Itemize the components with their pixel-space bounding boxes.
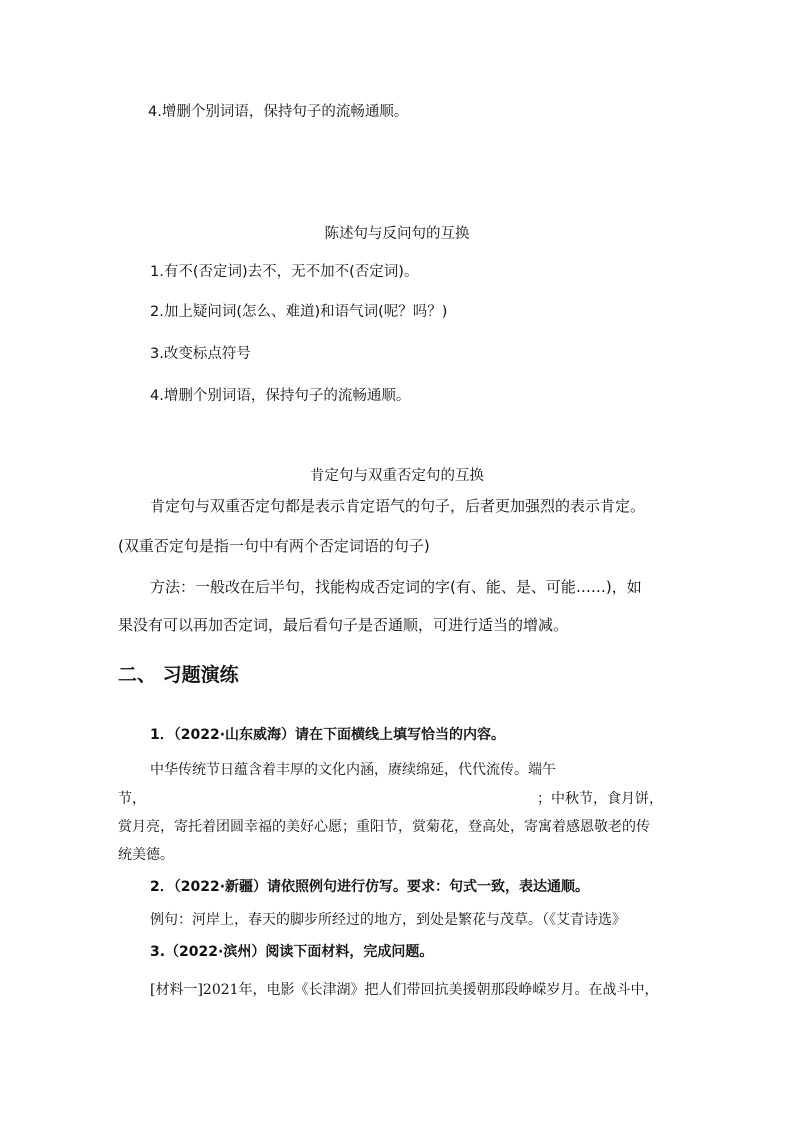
rule-item-1: 1.有不(否定词)去不，无不加不(否定词)。 [150, 264, 419, 280]
question-1-line4: 统美德。 [118, 847, 174, 863]
exercise-heading: 二、 习题演练 [118, 664, 239, 686]
paragraph-definition-line2: (双重否定句是指一句中有两个否定词语的句子) [118, 537, 430, 555]
question-1-line2-start: 节， [118, 791, 146, 807]
section-title-rhetorical: 陈述句与反问句的互换 [324, 226, 470, 242]
question-1-prompt: 1．（2022·山东威海）请在下面横线上填写恰当的内容。 [150, 727, 506, 743]
rule-item-4: 4.增删个别词语，保持句子的流畅通顺。 [150, 388, 411, 404]
question-1-line3: 赏月亮，寄托着团圆幸福的美好心愿；重阳节，赏菊花，登高处，寄寓着感恩敬老的传 [118, 819, 650, 835]
tip-item-4: 4.增删个别词语，保持句子的流畅通顺。 [148, 104, 409, 120]
answer-blank[interactable] [148, 789, 534, 809]
section-title-double-negative: 肯定句与双重否定句的互换 [310, 468, 484, 484]
paragraph-definition-line1: 肯定句与双重否定句都是表示肯定语气的句子，后者更加强烈的表示肯定。 [150, 497, 646, 515]
question-3-prompt: 3.（2022·滨州）阅读下面材料，完成问题。 [150, 944, 434, 960]
rule-item-2: 2.加上疑问词(怎么、难道)和语气词(呢？吗？) [150, 304, 448, 320]
paragraph-method-line2: 果没有可以再加否定词，最后看句子是否通顺，可进行适当的增减。 [118, 616, 569, 634]
rule-item-3: 3.改变标点符号 [150, 346, 251, 362]
paragraph-method-line1: 方法：一般改在后半句，找能构成否定词的字(有、能、是、可能……)，如 [150, 578, 642, 596]
question-2-example: 例句：河岸上，春天的脚步所经过的地方，到处是繁花与茂草。（《艾青诗选》 [150, 912, 626, 928]
question-2-prompt: 2．（2022·新疆）请依照例句进行仿写。要求：句式一致，表达通顺。 [150, 879, 590, 895]
question-3-material: [材料一]2021年，电影《长津湖》把人们带回抗美援朝那段峥嵘岁月。在战斗中， [150, 982, 659, 998]
question-1-line2-end: ；中秋节，食月饼， [537, 791, 663, 807]
question-1-line1: 中华传统节日蕴含着丰厚的文化内涵，赓续绵延，代代流传。端午 [150, 762, 556, 778]
